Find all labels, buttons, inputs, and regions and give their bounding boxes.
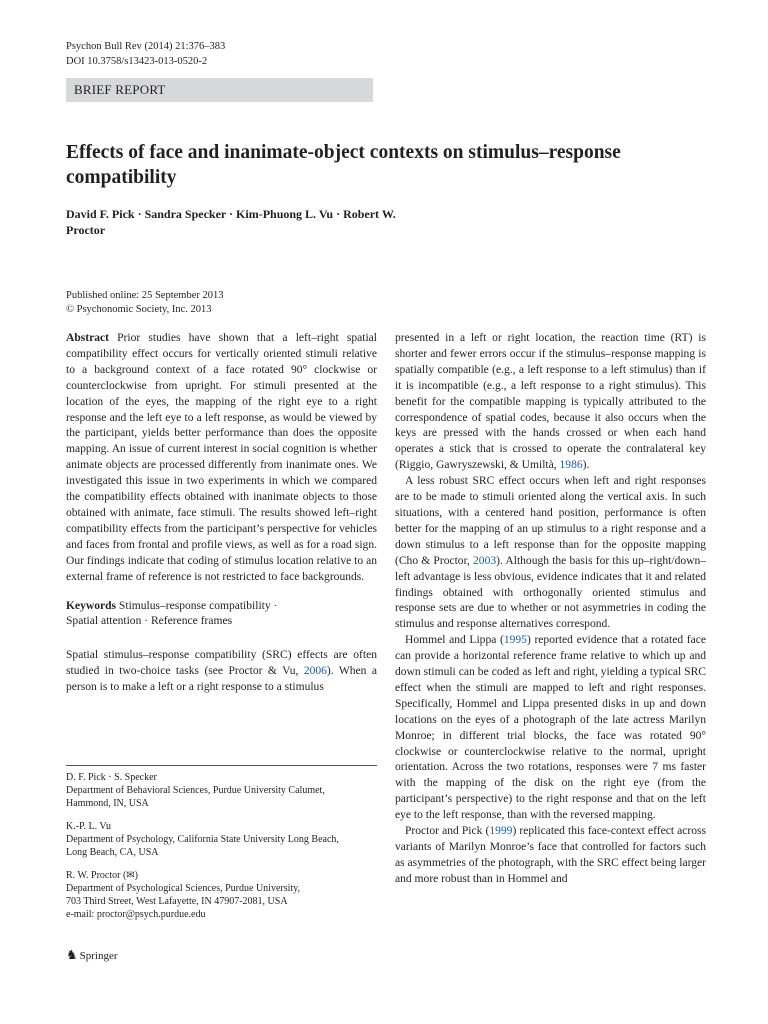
body-text: ). Although the basis for this up–right/down–left advantage is less obvious, evidence indicates that it and related findings obtained with orthogonally oriented stimulus and response sets are due to whether or not asymmetries in coding the stimulus and response alternatives correspond. (395, 554, 707, 631)
affiliation-line: 703 Third Street, West Lafayette, IN 47907-2081, USA (66, 896, 288, 907)
citation-link[interactable]: 1995 (503, 634, 527, 647)
copyright: © Psychonomic Society, Inc. 2013 (66, 304, 212, 315)
affiliation-line: Department of Behavioral Sciences, Purdue University Calumet, (66, 785, 325, 796)
body-text: ) replicated this face-context effect across variants of Marilyn Monroe’s face that controlled for factors such as asymmetries of the photograph, with the SRC effect being larger and more robust than in Hommel and (395, 825, 706, 885)
affiliations (66, 771, 377, 921)
author-list: David F. Pick · Sandra Specker · Kim-Phuong L. Vu · Robert W. Proctor (66, 207, 396, 237)
intro-text-b: ). When a person is to make a left or a right response to a stimulus (66, 665, 377, 694)
abstract (66, 331, 377, 586)
affiliation-line: Department of Psychological Sciences, Purdue University, (66, 883, 301, 894)
body-paragraph (395, 633, 706, 824)
abstract-label: Abstract (66, 332, 109, 344)
citation-link[interactable]: 2006 (303, 665, 327, 678)
section-label: BRIEF REPORT (74, 82, 166, 97)
affiliation-line: Department of Psychology, California State University Long Beach, (66, 834, 339, 845)
body-paragraph (395, 331, 706, 474)
doi: DOI 10.3758/s13423-013-0520-2 (66, 56, 208, 67)
left-column (66, 331, 377, 696)
article-title: Effects of face and inanimate-object contexts on stimulus–response compatibility (66, 142, 621, 188)
keywords-label: Keywords (66, 599, 117, 612)
affiliation-names: K.-P. L. Vu (66, 821, 112, 832)
intro-paragraph (66, 648, 377, 696)
section-label-bar (66, 78, 373, 102)
affiliation-line: Hammond, IN, USA (66, 798, 149, 809)
body-text: presented in a left or right location, the reaction time (RT) is shorter and fewer errors occur if the stimulus–response mapping is spatially compatible (e.g., a left response to a left stimulus) than if it is incompatible (e.g., a left response to a right stimulus). This benefit for the compatible mapping is typically attributed to the correspondence of spatial codes, because it also occurs when the keys are pressed with the hands crossed or when each hand operates a stick that is crossed to operate the contralateral key (Riggio, Gawryszewski, & Umiltà, (395, 332, 706, 472)
body-text: A less robust SRC effect occurs when left and right responses are to be made to stimuli oriented along the vertical axis. In such situations, with a centered hand position, performance is often better for the mapping of an up stimulus to a right response and a down stimulus to a left response than for the opposite mapping (Cho & Proctor, (395, 475, 706, 567)
body-text: Hommel and Lippa ( (405, 634, 504, 647)
right-column (395, 331, 706, 888)
body-text: ). (582, 459, 590, 472)
body-paragraph (395, 474, 706, 633)
intro-text-a: Spatial stimulus–response compatibility (SRC) effects are often studied in two-choice tasks (see Proctor & Vu, (66, 649, 377, 678)
body-paragraph (395, 824, 706, 888)
email-link[interactable]: e-mail: proctor@psych.purdue.edu (66, 909, 206, 920)
abstract-text: Prior studies have shown that a left–right spatial compatibility effect occurs for vertically oriented stimuli relative to a background context of a face rotated 90° clockwise or counterclockwise from upright. For stimuli presented at the location of the eyes, the mapping of the right eye to a right response and the left eye to a left response, as would be viewed by the participant, yields better performance than does the opposite mapping. An issue of current interest in social cognition is whether animate objects are processed differently from inanimate ones. We investigated this issue in two experiments in which we compared the compatibility effects obtained with inanimate objects to those obtained with animate, face stimuli. The results showed left–right compatibility effects from the participant’s perspective for vehicles and faces from frontal and profile views, as well as for a road sign. Our findings indicate that coding of stimulus location relative to an external frame of reference is not restricted to face backgrounds. (66, 332, 377, 583)
citation-link[interactable]: 2003 (473, 554, 497, 567)
affiliation-names: D. F. Pick · S. Specker (66, 772, 157, 783)
published-date: Published online: 25 September 2013 (66, 290, 224, 301)
footnote-divider (66, 765, 377, 766)
keywords (66, 599, 377, 631)
keywords-line2: Spatial attention · Reference frames (66, 615, 233, 628)
publisher-logo (66, 948, 118, 963)
publisher-name: Springer (79, 950, 118, 962)
journal-citation: Psychon Bull Rev (2014) 21:376–383 (66, 41, 226, 52)
citation-link[interactable]: 1986 (559, 459, 583, 472)
body-text: ) reported evidence that a rotated face can provide a horizontal reference frame relative to which up and down stimuli can be coded as left and right, yielding a typical SRC effect when the stimuli are mapped to left and right responses. Specifically, Hommel and Lippa presented disks in up and down locations on the eyes of a photograph of the late actress Marilyn Monroe; in different trial blocks, the face was rotated 90° clockwise or counterclockwise relative to the normal, upright orientation. Across the two rotations, responses were 7 ms faster with the mapping of the disk on the right eye (from the participant’s perspective) to the right response and that on the left eye to the left response, than with the reversed mapping. (395, 634, 706, 822)
citation-link[interactable]: 1999 (489, 825, 513, 838)
affiliation-names: R. W. Proctor (✉) (66, 870, 138, 881)
affiliation-line: Long Beach, CA, USA (66, 847, 159, 858)
keywords-line1: Stimulus–response compatibility · (116, 599, 278, 612)
body-text: Proctor and Pick ( (405, 825, 490, 838)
springer-horse-icon: ♞ (66, 947, 78, 962)
